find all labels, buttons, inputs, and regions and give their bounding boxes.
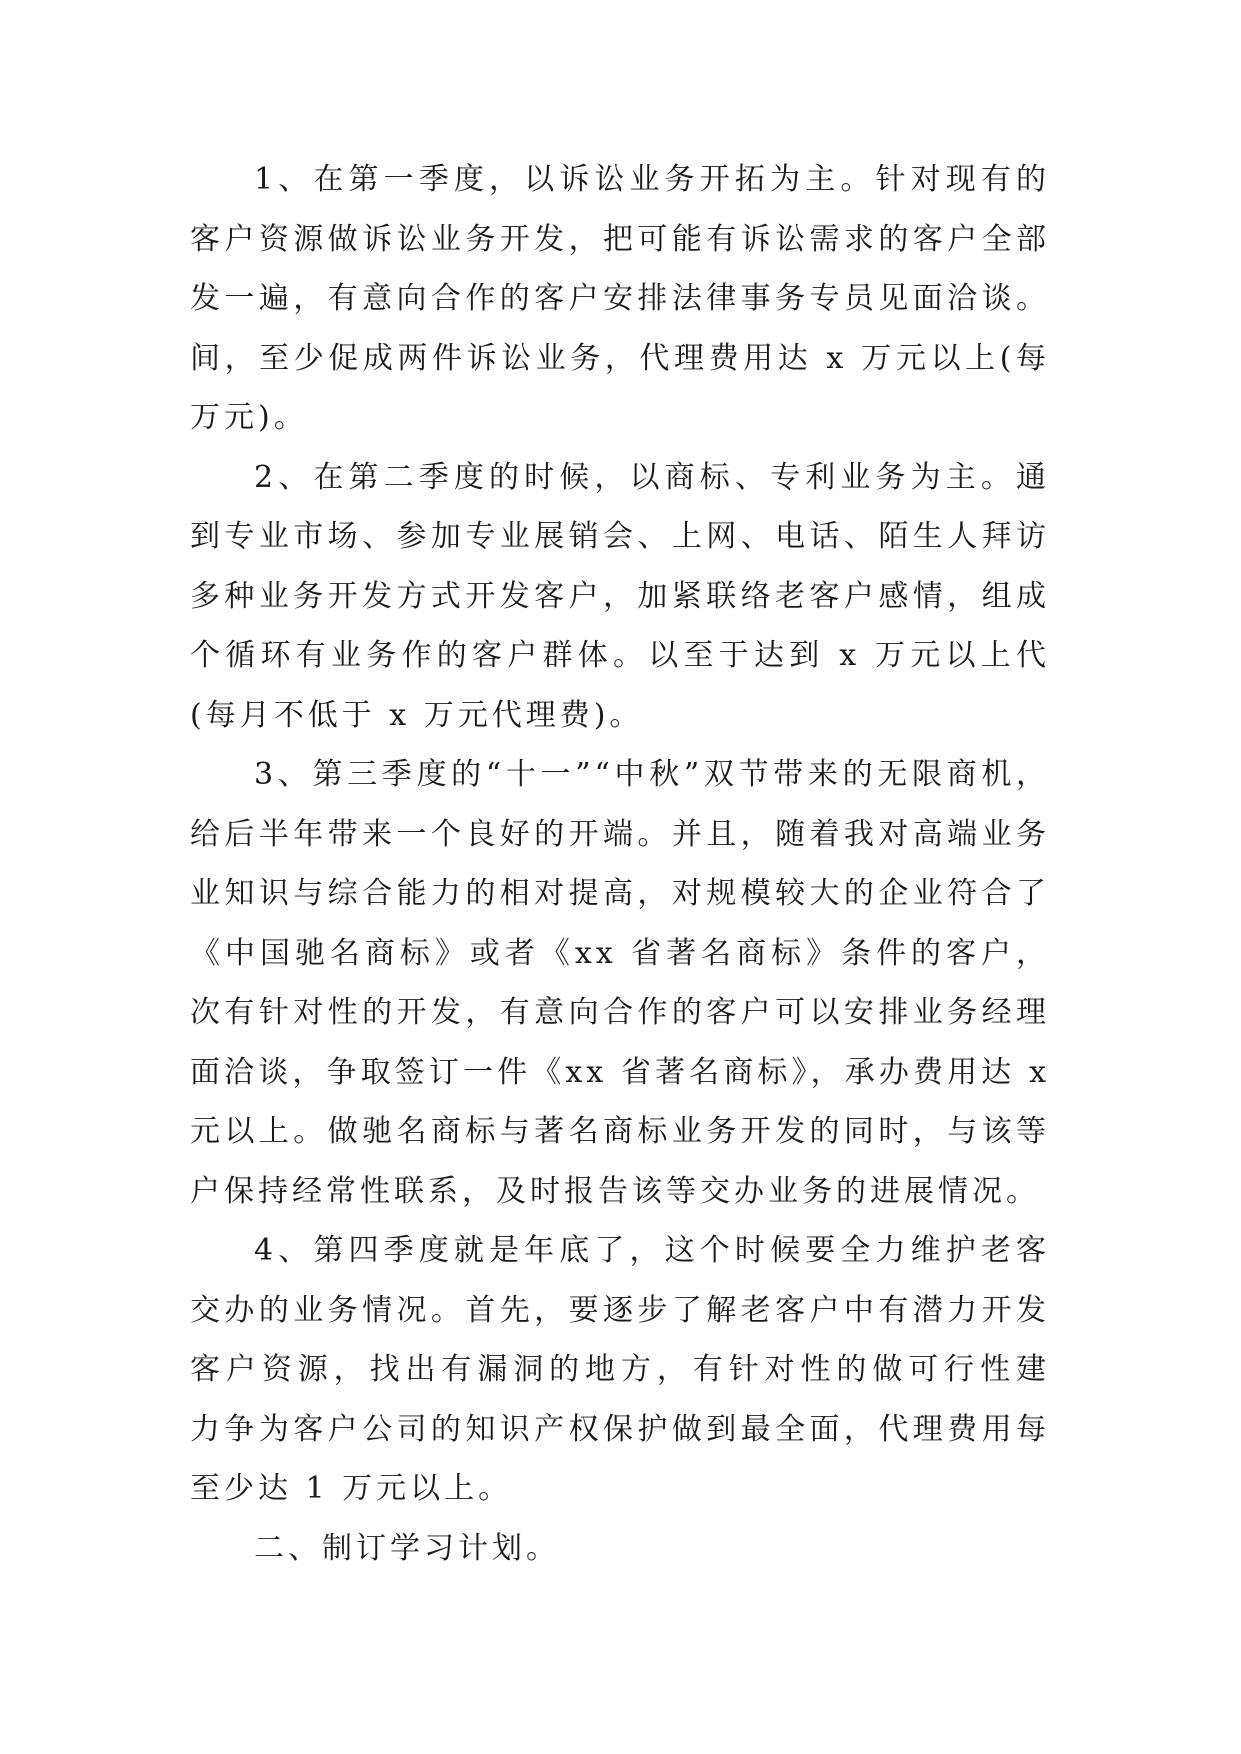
- text-line: 至少达 1 万元以上。: [190, 1471, 513, 1506]
- text-line: 到专业市场、参加专业展销会、上网、电话、陌生人拜访: [190, 519, 1050, 554]
- text-line: 4、第四季度就是年底了，这个时候要全力维护老客: [254, 1233, 1050, 1268]
- text-line: 给后半年带来一个良好的开端。并且，随着我对高端业务: [190, 816, 1050, 852]
- text-line: 交办的业务情况。首先，要逐步了解老客户中有潜力开发: [190, 1292, 1050, 1328]
- text-line: 3、第三季度的“十一”“中秋”双节带来的无限商机，: [254, 757, 1050, 792]
- text-line: 2、在第二季度的时候，以商标、专利业务为主。通: [254, 459, 1050, 495]
- text-line: 客户资源做诉讼业务开发，把可能有诉讼需求的客户全部: [190, 221, 1050, 257]
- paragraph-5: [190, 1519, 1050, 1579]
- paragraph-1: [190, 150, 1050, 448]
- text-line: 《中国驰名商标》或者《xx 省著名商标》条件的客户，: [190, 935, 1050, 971]
- text-line: 多种业务开发方式开发客户，加紧联络老客户感情，组成: [190, 578, 1050, 614]
- text-line: 个循环有业务作的客户群体。以至于达到 x 万元以上代: [190, 638, 1050, 673]
- document-body: [190, 150, 1050, 1578]
- text-line: 元以上。做驰名商标与著名商标业务开发的同时，与该等: [190, 1114, 1050, 1149]
- section-heading: 二、制订学习计划。: [254, 1530, 560, 1566]
- text-line: 客户资源，找出有漏洞的地方，有针对性的做可行性建: [190, 1352, 1050, 1387]
- text-line: 面洽谈，争取签订一件《xx 省著名商标》，承办费用达 x: [190, 1054, 1050, 1090]
- text-line: 发一遍，有意向合作的客户安排法律事务专员见面洽谈。: [190, 281, 1050, 316]
- text-line: 户保持经常性联系，及时报告该等交办业务的进展情况。: [190, 1173, 1040, 1209]
- paragraph-3: [190, 745, 1050, 1221]
- text-line: 间，至少促成两件诉讼业务，代理费用达 x 万元以上(每: [190, 340, 1050, 376]
- text-line: 业知识与综合能力的相对提高，对规模较大的企业符合了: [190, 876, 1050, 911]
- text-line: (每月不低于 x 万元代理费)。: [190, 697, 644, 733]
- paragraph-4: [190, 1221, 1050, 1519]
- text-line: 次有针对性的开发，有意向合作的客户可以安排业务经理: [190, 995, 1050, 1030]
- text-line: 1、在第一季度，以诉讼业务开拓为主。针对现有的: [254, 162, 1050, 197]
- text-line: 力争为客户公司的知识产权保护做到最全面，代理费用每: [190, 1411, 1050, 1447]
- paragraph-2: [190, 448, 1050, 746]
- text-line: 万元)。: [190, 400, 308, 435]
